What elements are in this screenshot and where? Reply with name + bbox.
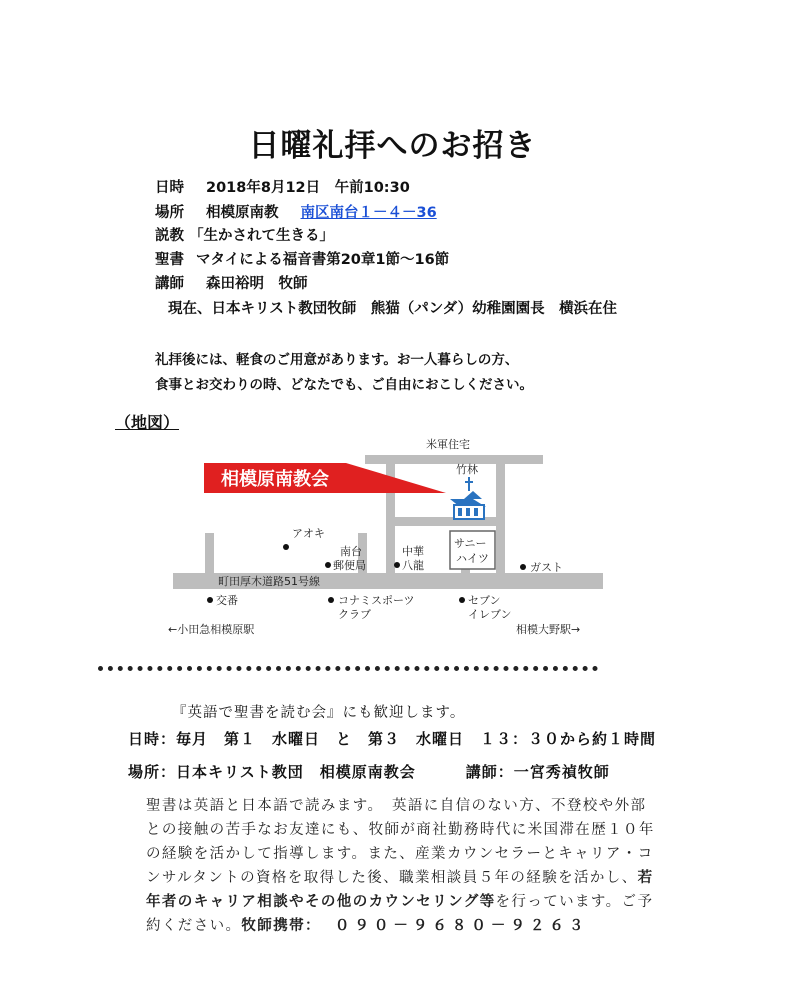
note-line-2: 食事とお交わりの時、どなたでも、ご自由におこしください。 xyxy=(155,377,533,393)
date-line xyxy=(155,176,410,197)
english-place: 場所：日本キリスト教団 相模原南教会 xyxy=(128,763,416,781)
para-line-4-b: 若 xyxy=(637,870,654,886)
road-label: 町田厚木道路51号線 xyxy=(218,575,320,588)
page-title: 日曜礼拝へのお招き xyxy=(248,128,537,164)
label-koban: 交番 xyxy=(216,594,238,607)
dot-konami xyxy=(328,597,334,603)
dot-aoki xyxy=(283,544,289,550)
map-heading: （地図） xyxy=(115,413,180,432)
speaker-label: 講師 xyxy=(155,276,184,292)
para-line-4 xyxy=(146,866,654,887)
para-line-4-a: ンサルタントの資格を取得した後、職業相談員５年の経験を活かし、 xyxy=(146,870,638,886)
label-konami-2: クラブ xyxy=(338,608,371,621)
road-far-left xyxy=(205,533,214,573)
english-schedule: 日時：毎月 第１ 水曜日 と 第３ 水曜日 １３：３０から約１時間 xyxy=(128,730,657,748)
label-sunny-1: サニー xyxy=(454,537,487,550)
label-odakyu-station: ←小田急相模原駅 xyxy=(168,623,255,636)
english-teacher: 講師：一宮秀禎牧師 xyxy=(465,763,610,781)
label-konami-1: コナミスポーツ xyxy=(338,594,415,607)
speaker-bio: 現在、日本キリスト教団牧師 熊猫（パンダ）幼稚園園長 横浜在住 xyxy=(168,301,618,317)
para-line-1: 聖書は英語と日本語で読みます。 英語に自信のない方、不登校や外部 xyxy=(146,798,647,814)
dot-gusto xyxy=(520,564,526,570)
dot-koban xyxy=(207,597,213,603)
english-intro: 『英語で聖書を読む会』にも歓迎します。 xyxy=(172,705,466,721)
bible-value: マタイによる福音書第20章1節～16節 xyxy=(196,252,450,268)
road-right-vertical xyxy=(496,455,505,573)
address-link[interactable]: 南区南台１－４－36 xyxy=(300,205,437,221)
phone-number[interactable]: ０９０－９６８０－９２６３ xyxy=(334,918,589,934)
label-aoki: アオキ xyxy=(292,527,325,540)
place-label: 場所 xyxy=(155,205,184,221)
speaker-value: 森田裕明 牧師 xyxy=(206,276,308,292)
pointer-arrow xyxy=(346,463,446,493)
para-line-5 xyxy=(146,890,653,911)
label-seven-2: イレブン xyxy=(468,608,512,621)
sermon-label: 説教 xyxy=(155,228,184,244)
para-line-5-a: 年者のキャリア相談やその他のカウンセリング等 xyxy=(146,894,496,910)
road-left-vertical xyxy=(386,455,395,573)
date-value: 2018年8月12日 午前10:30 xyxy=(206,180,410,196)
label-sunny-2: ハイツ xyxy=(456,552,489,565)
label-chuka-1: 中華 xyxy=(402,545,424,558)
phone-label: 牧師携帯： xyxy=(241,918,321,934)
label-us-housing: 米軍住宅 xyxy=(426,438,470,451)
para-line-6-a: 約ください。 xyxy=(146,918,242,934)
dot-post-office xyxy=(325,562,331,568)
dot-seven xyxy=(459,597,465,603)
place-value: 相模原南教 xyxy=(206,205,279,221)
church-icon xyxy=(450,477,486,519)
dot-chuka xyxy=(394,562,400,568)
section-divider xyxy=(98,666,598,671)
note-line-1: 礼拝後には、軽食のご用意があります。お一人暮らしの方、 xyxy=(155,352,519,368)
english-place-line xyxy=(128,761,610,782)
church-label: 相模原南教会 xyxy=(221,469,329,490)
sermon-line xyxy=(155,224,334,245)
map xyxy=(168,437,608,637)
label-gusto: ガスト xyxy=(530,561,563,574)
para-line-6 xyxy=(146,914,588,935)
label-bamboo: 竹林 xyxy=(456,463,478,476)
label-seven-1: セブン xyxy=(468,594,501,607)
para-line-3: の経験を活かして指導します。また、産業カウンセラーとキャリア・コ xyxy=(146,846,654,862)
label-chuka-2: 八龍 xyxy=(402,559,424,572)
para-line-5-b: を行っています。ご予 xyxy=(495,894,654,910)
bible-line xyxy=(155,248,449,269)
label-post-office-2: 郵便局 xyxy=(333,559,366,572)
para-line-2: との接触の苦手なお友達にも、牧師が商社勤務時代に米国滞在歴１０年 xyxy=(146,822,655,838)
place-line xyxy=(155,201,437,222)
label-sagami-ono-station: 相模大野駅→ xyxy=(516,623,581,636)
sermon-value: 「生かされて生きる」 xyxy=(189,228,335,244)
date-label: 日時 xyxy=(155,180,184,196)
bible-label: 聖書 xyxy=(155,252,184,268)
label-post-office-1: 南台 xyxy=(340,545,362,558)
speaker-line xyxy=(155,272,308,293)
